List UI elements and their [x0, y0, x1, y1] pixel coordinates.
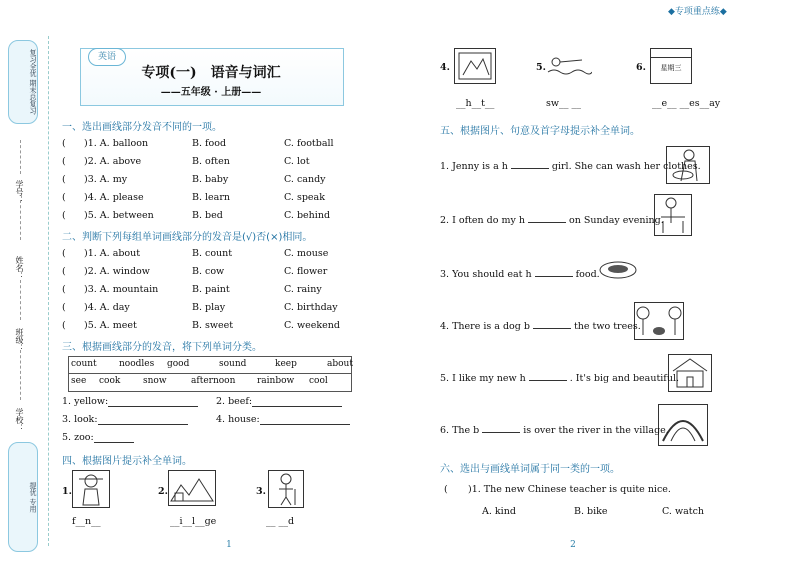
dog-trees-picture [634, 302, 684, 340]
item-5-number: 5. [536, 62, 546, 73]
word-bank-word: rainbow [257, 376, 295, 386]
sec1-q1-option-c: C. football [284, 138, 334, 149]
school-field: 学校： [15, 408, 24, 432]
answer-line[interactable] [529, 370, 567, 381]
class-field: 班级： [15, 328, 24, 352]
answer-line[interactable] [535, 266, 573, 277]
item-6-word: __e__ __es__ay [652, 98, 721, 109]
word-bank-word: sound [219, 359, 247, 369]
sec1-q4-option-a: )4. A. please [84, 192, 144, 203]
page-number: 1 [226, 540, 232, 550]
word-bank-word: see [71, 376, 87, 386]
word-bank-word: cool [309, 376, 328, 386]
answer-line[interactable] [108, 396, 198, 407]
option-c: C. watch [662, 506, 705, 517]
classify-label: 4. house: [216, 414, 260, 425]
answer-line[interactable] [482, 422, 520, 433]
sec2-q4-option-c: C. birthday [284, 302, 338, 313]
picture-item-word: f__n__ [72, 516, 101, 527]
dashed-line [20, 140, 22, 174]
sentence-4 [440, 318, 641, 332]
dashed-line [20, 280, 22, 320]
page-number: 2 [570, 540, 576, 550]
sec2-q2-option-c: C. flower [284, 266, 328, 277]
section-4-title: 四、根据图片提示补全单词。 [62, 456, 192, 467]
sec1-q2-option-a: )2. A. above [84, 156, 142, 167]
classify-item-4 [216, 414, 350, 425]
classify-label: 3. look: [62, 414, 98, 425]
sec2-q2-option-b: B. cow [192, 266, 225, 277]
word-bank-word: cook [99, 376, 121, 386]
section-6-title: 六、选出与画线单词属于同一类的一项。 [440, 464, 620, 475]
classify-item-5 [62, 432, 134, 443]
sentence-end: on Sunday evening. [569, 215, 664, 226]
answer-paren[interactable]: ( [62, 248, 66, 259]
word-bank-box [68, 356, 352, 392]
section-1-title: 一、选出画线部分发音不同的一项。 [62, 122, 222, 133]
classify-item-1 [62, 396, 198, 407]
calendar-label: 星期三 [660, 64, 682, 72]
answer-paren[interactable]: ( [62, 284, 66, 295]
section-3-title: 三、根据画线部分的发音，将下列单词分类。 [62, 342, 262, 353]
calendar-picture [650, 48, 692, 84]
picture-item-word: __i__l__ge [170, 516, 217, 527]
word-bank-word: good [167, 359, 190, 369]
side-strip-bottom: 提优 专用 [8, 442, 38, 552]
sec1-q1-option-b: B. food [192, 138, 227, 149]
sentence-start: 6. The b [440, 425, 480, 436]
sec1-q4-option-b: B. learn [192, 192, 231, 203]
sentence-end: girl. She can wash her clothes. [551, 161, 701, 172]
classify-label: 1. yellow: [62, 396, 109, 407]
section-2-title: 二、判断下列每组单词画线部分的发音是(√)否(×)相同。 [62, 232, 313, 243]
item-4-number: 4. [440, 62, 450, 73]
page-subtitle: ——五年级 · 上册—— [160, 87, 262, 98]
answer-line[interactable] [528, 212, 566, 223]
option-a: A. kind [482, 506, 516, 517]
sec2-q5-option-a: )5. A. meet [84, 320, 137, 331]
hat-painting-picture [454, 48, 496, 84]
classify-item-2 [216, 396, 342, 407]
sentence-start: 1. Jenny is a h [440, 161, 508, 172]
sec1-q1-option-a: )1. A. balloon [84, 138, 149, 149]
answer-line[interactable] [260, 414, 350, 425]
word-bank-word: snow [143, 376, 167, 386]
sec1-q3-option-a: )3. A. my [84, 174, 128, 185]
option-b: B. bike [574, 506, 608, 517]
sec2-q1-option-a: )1. A. about [84, 248, 141, 259]
sec2-q4-option-b: B. play [192, 302, 226, 313]
answer-line[interactable] [252, 396, 342, 407]
question-6-1: )1. The new Chinese teacher is quite nice. [468, 484, 671, 495]
answer-line[interactable] [533, 318, 571, 329]
section-5-title: 五、根据图片、句意及首字母提示补全单词。 [440, 126, 640, 137]
answer-paren[interactable]: ( [62, 156, 66, 167]
sentence-1 [440, 158, 701, 172]
item-5-word: sw__ __ [546, 98, 582, 109]
subject-badge: 英语 [88, 48, 126, 66]
item-6-number: 6. [636, 62, 646, 73]
item-4-word: __h__t__ [456, 98, 495, 109]
sec2-q2-option-a: )2. A. window [84, 266, 150, 277]
answer-paren[interactable]: ( [444, 484, 448, 495]
side-strip-top: 复习全优 期末总复习 [8, 40, 38, 124]
picture-item-number: 3. [256, 486, 266, 497]
sentence-end: food. [575, 269, 600, 280]
sec2-q4-option-a: )4. A. day [84, 302, 130, 313]
swim-picture [546, 50, 592, 80]
village-picture [168, 470, 216, 506]
word-bank-word: noodles [119, 359, 155, 369]
sec2-q1-option-c: C. mouse [284, 248, 329, 259]
answer-paren[interactable]: ( [62, 320, 66, 331]
sec2-q5-option-c: C. weekend [284, 320, 340, 331]
picture-item-word: __ __d [266, 516, 295, 527]
sentence-start: 4. There is a dog b [440, 321, 530, 332]
answer-paren[interactable]: ( [62, 192, 66, 203]
sentence-end: . It's big and beautiful. [569, 373, 680, 384]
answer-line[interactable] [94, 432, 134, 443]
sec1-q5-option-b: B. bed [192, 210, 223, 221]
sec1-q5-option-a: )5. A. between [84, 210, 154, 221]
sentence-start: 2. I often do my h [440, 215, 526, 226]
name-field: 姓名： [15, 256, 24, 280]
sec2-q3-option-b: B. paint [192, 284, 230, 295]
classify-item-3 [62, 414, 188, 425]
answer-paren[interactable]: ( [62, 138, 66, 149]
sentence-3 [440, 266, 600, 280]
classify-label: 2. beef: [216, 396, 253, 407]
sentence-5 [440, 370, 679, 384]
sentence-end: the two trees. [573, 321, 641, 332]
farmer-picture [72, 470, 110, 508]
old-man-picture [268, 470, 304, 508]
answer-paren[interactable]: ( [62, 302, 66, 313]
sec1-q4-option-c: C. speak [284, 192, 325, 203]
food-picture [598, 258, 638, 280]
answer-line[interactable] [98, 414, 188, 425]
word-bank-word: about [327, 359, 353, 369]
sentence-end: is over the river in the village. [523, 425, 669, 436]
page-title: 专项(一) 语音与词汇 [141, 65, 281, 81]
sec2-q3-option-a: )3. A. mountain [84, 284, 159, 295]
word-bank-word: count [71, 359, 97, 369]
sec2-q5-option-b: B. sweet [192, 320, 234, 331]
sec1-q3-option-b: B. baby [192, 174, 229, 185]
dashed-line [20, 350, 22, 400]
answer-line[interactable] [511, 158, 549, 169]
answer-paren[interactable]: ( [62, 174, 66, 185]
picture-item-number: 2. [158, 486, 168, 497]
sec2-q1-option-b: B. count [192, 248, 233, 259]
classify-label: 5. zoo: [62, 432, 94, 443]
sec2-q3-option-c: C. rainy [284, 284, 322, 295]
sec1-q2-option-c: C. lot [284, 156, 310, 167]
picture-item-number: 1. [62, 486, 72, 497]
sentence-6 [440, 422, 669, 436]
student-number-field: 学号： [15, 180, 24, 204]
sentence-start: 5. I like my new h [440, 373, 526, 384]
answer-paren[interactable]: ( [62, 266, 66, 277]
sec1-q5-option-c: C. behind [284, 210, 331, 221]
dashed-line [20, 200, 22, 240]
sec1-q2-option-b: B. often [192, 156, 230, 167]
word-bank-word: keep [275, 359, 297, 369]
word-bank-word: afternoon [191, 376, 236, 386]
right-page [400, 0, 800, 576]
answer-paren[interactable]: ( [62, 210, 66, 221]
sentence-2 [440, 212, 664, 226]
binding-line [48, 36, 49, 546]
sec1-q3-option-c: C. candy [284, 174, 326, 185]
section-tag: ◆专项重点练◆ [668, 7, 727, 17]
sentence-start: 3. You should eat h [440, 269, 532, 280]
